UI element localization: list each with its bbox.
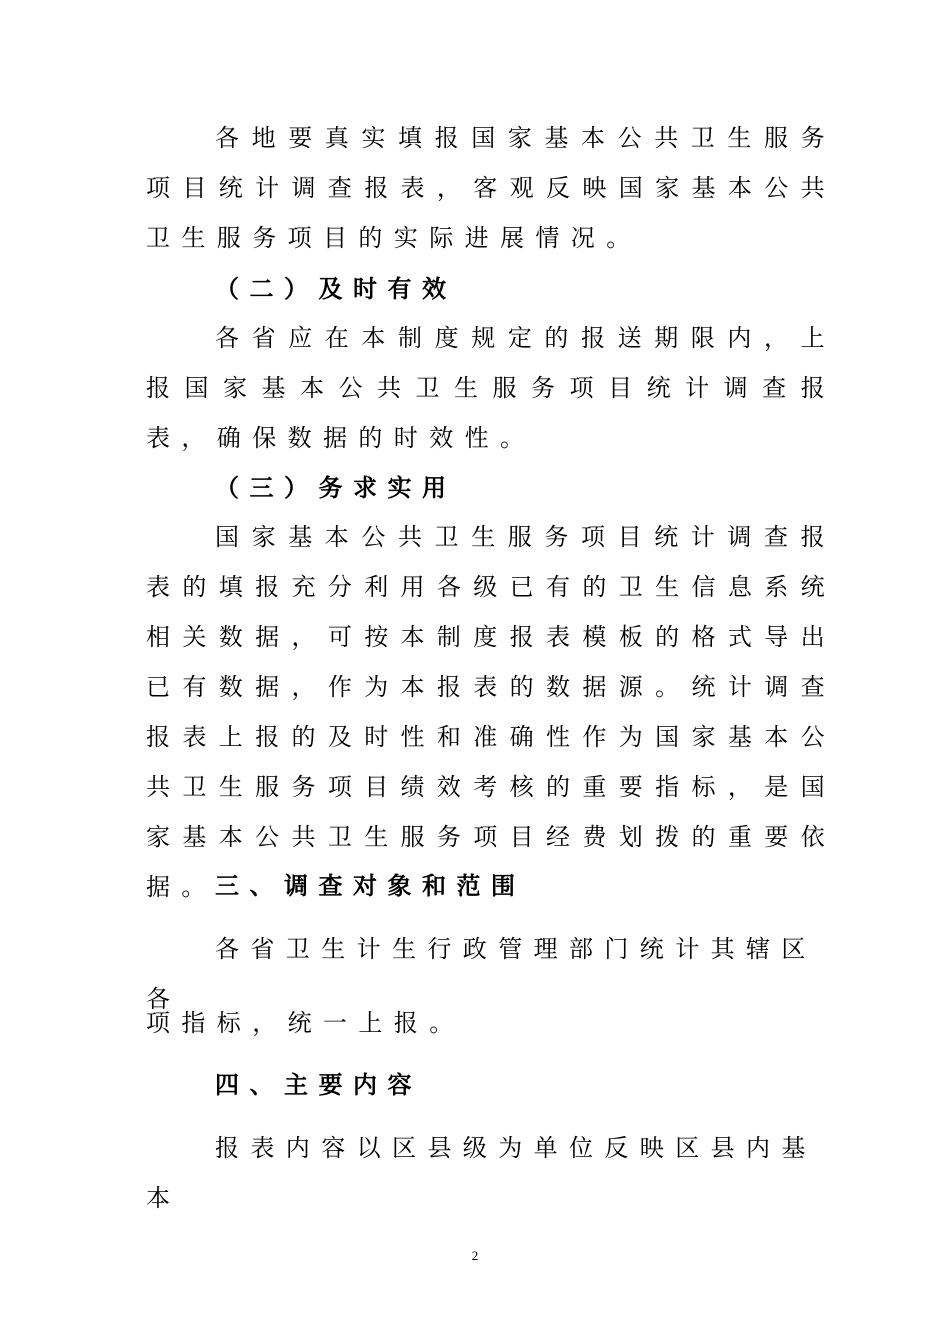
page-number: 2 — [471, 1248, 479, 1263]
paragraph-main-content: 报表内容以区县级为单位反映区县内基本 — [146, 1134, 817, 1212]
heading-timely-effective: （二）及时有效 — [215, 274, 457, 303]
paragraph-reporting-deadline: 各省应在本制度规定的报送期限内，上报国家基本公共卫生服务项目统计调查报表，确保数据的时效性。 — [146, 324, 836, 452]
paragraph-survey-scope-line1: 各省卫生计生行政管理部门统计其辖区各 — [146, 935, 817, 1013]
paragraph-data-sources: 国家基本公共卫生服务项目统计调查报表的填报充分利用各级已有的卫生信息系统相关数据，可按本制度报表模板的格式导出已有数据，作为本报表的数据源。统计调查报表上报的及时性和准确性作为国家基本公共卫生服务项目绩效考核的重要指标，是国家基本公共卫生服务项目经费划拨的重要依据。 — [146, 523, 836, 901]
heading-practical-use: （三）务求实用 — [215, 473, 457, 502]
section-heading-main-content: 四、主要内容 — [215, 1070, 422, 1099]
section-heading-survey-scope: 三、调查对象和范围 — [215, 871, 526, 900]
paragraph-truthful-reporting: 各地要真实填报国家基本公共卫生服务项目统计调查报表，客观反映国家基本公共卫生服务项目的实际进展情况。 — [146, 124, 836, 252]
paragraph-survey-scope-line2: 项指标，统一上报。 — [146, 1009, 465, 1037]
